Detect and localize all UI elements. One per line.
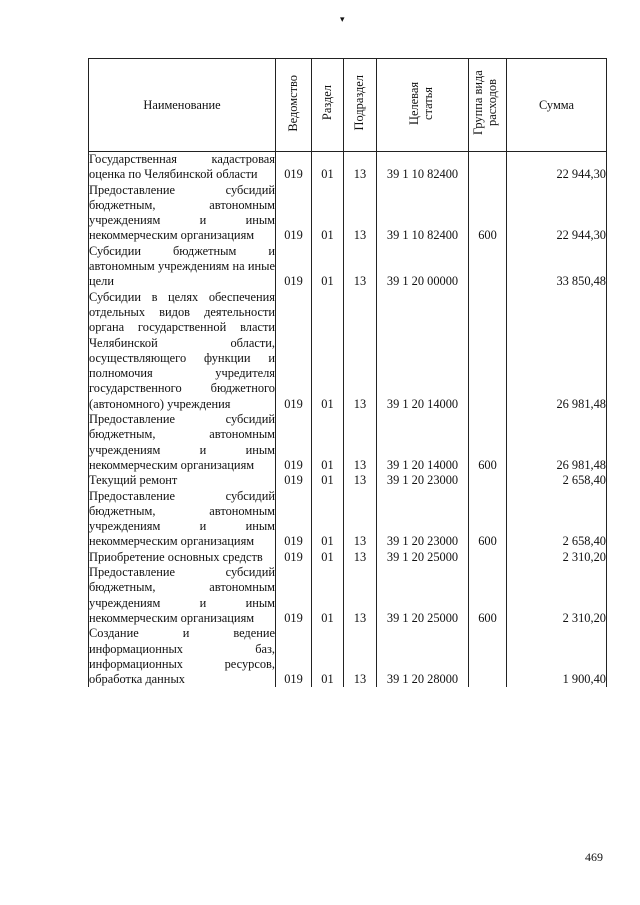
row-name: Текущий ремонт (89, 473, 276, 488)
row-target-article: 39 1 20 00000 (377, 244, 469, 290)
row-section: 01 (312, 152, 344, 183)
row-target-article: 39 1 10 82400 (377, 152, 469, 183)
row-subsection: 13 (344, 550, 377, 565)
row-subsection: 13 (344, 183, 377, 244)
row-target-article: 39 1 10 82400 (377, 183, 469, 244)
row-target-article: 39 1 20 23000 (377, 489, 469, 550)
header-subsection: Подраздел (344, 59, 377, 152)
row-section: 01 (312, 244, 344, 290)
row-section: 01 (312, 489, 344, 550)
row-target-article: 39 1 20 25000 (377, 565, 469, 626)
row-target-article: 39 1 20 23000 (377, 473, 469, 488)
row-department: 019 (276, 183, 312, 244)
row-expense-group (469, 152, 507, 183)
header-row (89, 59, 607, 152)
row-name: Предоставление субсидий бюджетным, автономным учреждениям и иным некоммерческим организациям (89, 488, 275, 549)
table-row (89, 565, 607, 626)
budget-table (88, 58, 607, 687)
row-subsection: 13 (344, 290, 377, 412)
row-expense-group: 600 (469, 565, 507, 626)
table-row (89, 473, 607, 488)
row-name: Субсидии бюджетным и автономным учреждениям на иные цели (89, 243, 275, 289)
row-name: Предоставление субсидий бюджетным, автономным учреждениям и иным некоммерческим организациям (89, 412, 275, 472)
row-section: 01 (312, 412, 344, 473)
row-expense-group: 600 (469, 183, 507, 244)
row-subsection: 13 (344, 626, 377, 687)
row-expense-group (469, 473, 507, 488)
row-subsection: 13 (344, 412, 377, 473)
row-expense-group: 600 (469, 412, 507, 473)
row-department: 019 (276, 412, 312, 473)
row-subsection: 13 (344, 489, 377, 550)
row-subsection: 13 (344, 244, 377, 290)
row-subsection: 13 (344, 473, 377, 488)
row-name: Создание и ведение информационных баз, информационных ресурсов, обработка данных (89, 626, 275, 687)
row-expense-group (469, 244, 507, 290)
row-section: 01 (312, 290, 344, 412)
row-section: 01 (312, 473, 344, 488)
header-section: Раздел (312, 59, 344, 152)
row-name: Государственная кадастровая оценка по Челябинской области (89, 152, 275, 182)
row-amount: 2 310,20 (507, 565, 607, 626)
row-amount: 26 981,48 (507, 412, 607, 473)
table-row (89, 290, 607, 412)
row-section: 01 (312, 565, 344, 626)
table-row (89, 244, 607, 290)
row-amount: 1 900,40 (507, 626, 607, 687)
row-department: 019 (276, 550, 312, 565)
row-subsection: 13 (344, 152, 377, 183)
row-expense-group: 600 (469, 489, 507, 550)
row-department: 019 (276, 626, 312, 687)
row-amount: 33 850,48 (507, 244, 607, 290)
row-target-article: 39 1 20 14000 (377, 290, 469, 412)
row-name: Субсидии в целях обеспечения отдельных видов деятельности органа государственной власти Челябинской области, осуществляющего функции и полномочия учредителя государственного бюджетного (автономного) учреждения (89, 289, 275, 411)
row-amount: 22 944,30 (507, 183, 607, 244)
row-department: 019 (276, 152, 312, 183)
table-row (89, 152, 607, 183)
table-row (89, 183, 607, 244)
row-department: 019 (276, 244, 312, 290)
row-expense-group (469, 290, 507, 412)
table-row (89, 412, 607, 473)
header-name: Наименование (89, 59, 276, 152)
row-department: 019 (276, 565, 312, 626)
row-target-article: 39 1 20 14000 (377, 412, 469, 473)
table-row (89, 550, 607, 565)
row-department: 019 (276, 290, 312, 412)
header-target-article: Целевая статья (377, 59, 469, 152)
row-amount: 2 310,20 (507, 550, 607, 565)
row-name: Предоставление субсидий бюджетным, автономным учреждениям и иным некоммерческим организациям (89, 182, 275, 243)
row-department: 019 (276, 489, 312, 550)
row-amount: 22 944,30 (507, 152, 607, 183)
header-expense-group: Группа вида расходов (469, 59, 507, 152)
row-expense-group (469, 550, 507, 565)
row-name: Предоставление субсидий бюджетным, автономным учреждениям и иным некоммерческим организациям (89, 565, 275, 625)
top-mark: ▾ (340, 14, 345, 24)
row-section: 01 (312, 626, 344, 687)
page-number: 469 (585, 850, 603, 864)
row-name: Приобретение основных средств (89, 550, 276, 565)
row-department: 019 (276, 473, 312, 488)
row-amount: 2 658,40 (507, 489, 607, 550)
row-amount: 2 658,40 (507, 473, 607, 488)
row-expense-group (469, 626, 507, 687)
row-amount: 26 981,48 (507, 290, 607, 412)
row-target-article: 39 1 20 25000 (377, 550, 469, 565)
row-section: 01 (312, 550, 344, 565)
row-subsection: 13 (344, 565, 377, 626)
header-amount: Сумма (507, 59, 607, 152)
row-target-article: 39 1 20 28000 (377, 626, 469, 687)
header-department: Ведомство (276, 59, 312, 152)
table-row (89, 626, 607, 687)
table-row (89, 489, 607, 550)
row-section: 01 (312, 183, 344, 244)
